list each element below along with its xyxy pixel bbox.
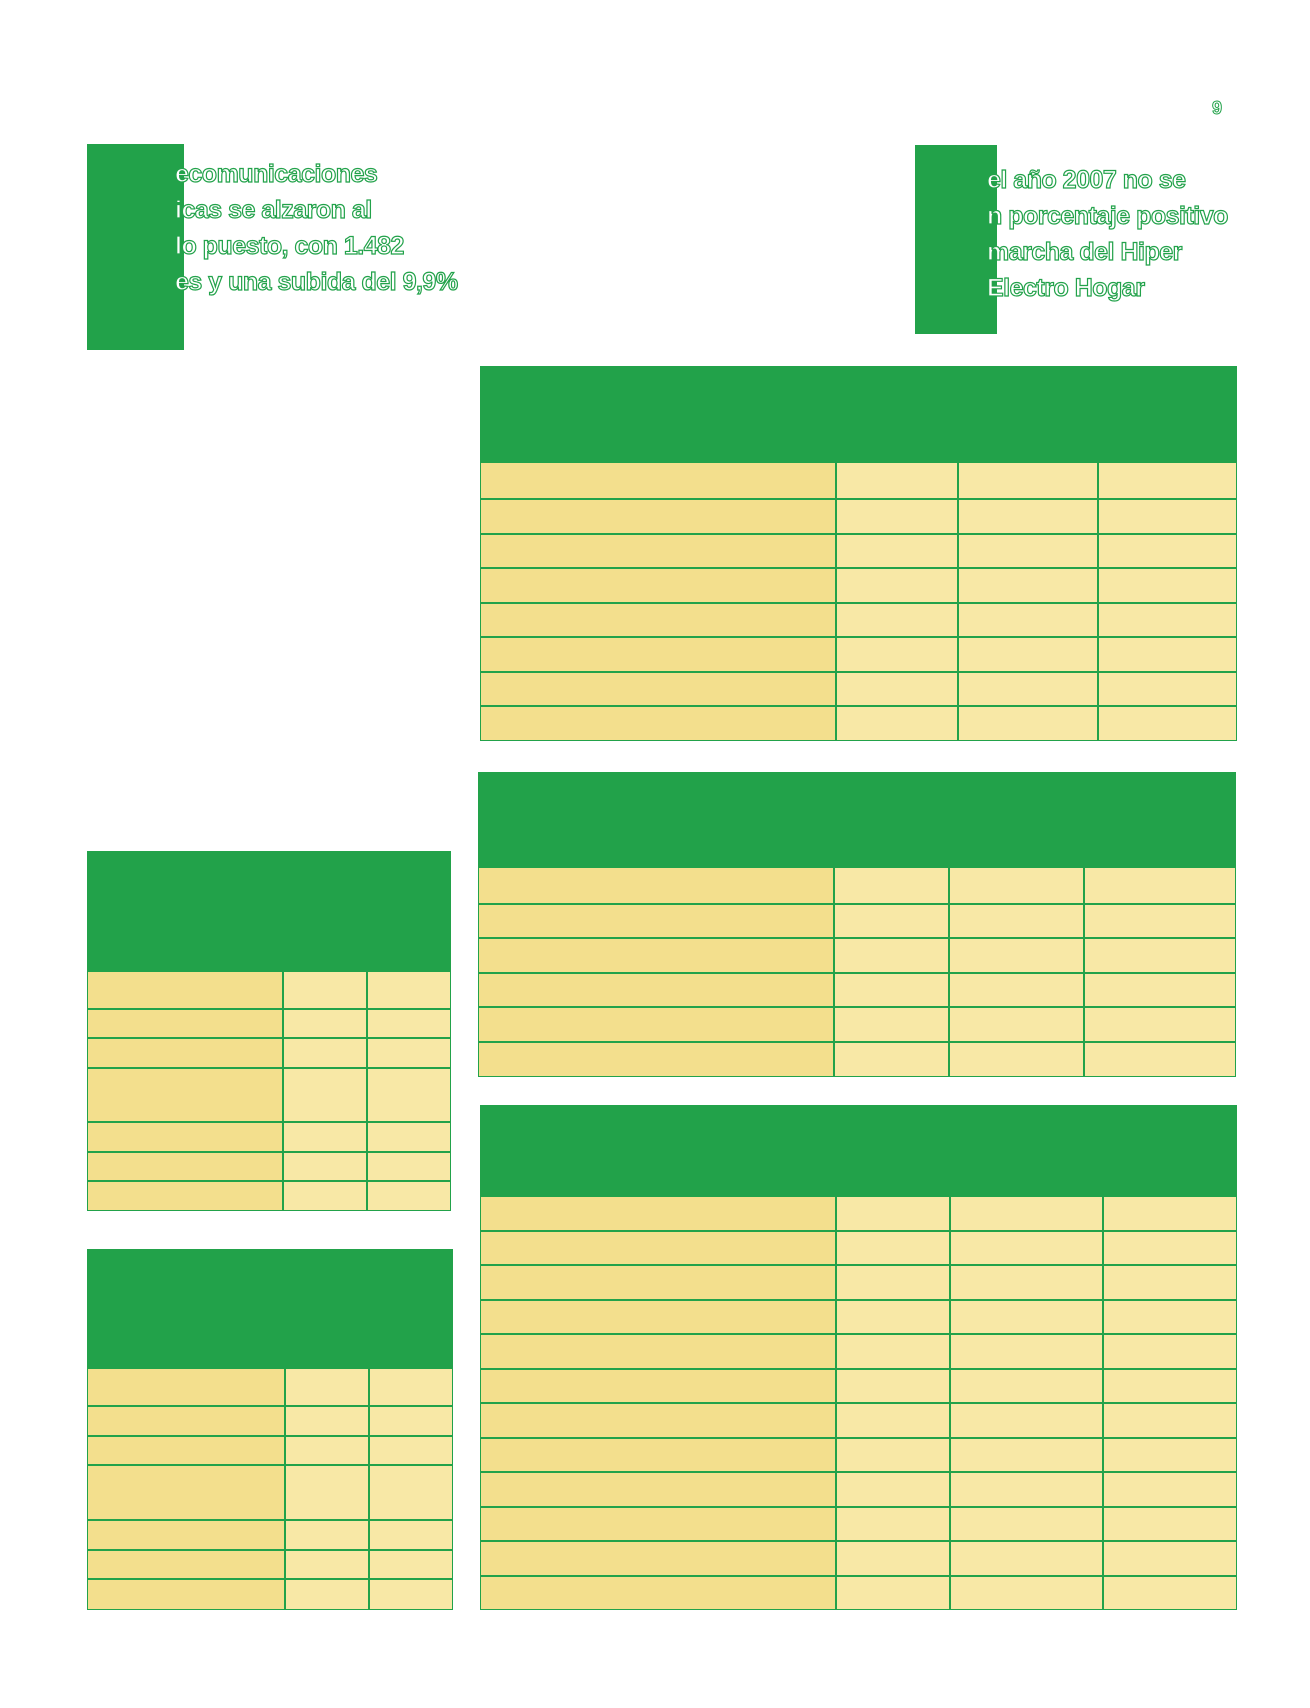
table-cell: [87, 971, 283, 1009]
table-cell: [87, 1436, 285, 1465]
table-cell: [480, 499, 836, 534]
table-cell: [480, 534, 836, 568]
table-cell: [834, 904, 949, 938]
table-row: [87, 1038, 451, 1068]
table-cell: [87, 1550, 285, 1579]
data-table: [478, 772, 1236, 1077]
table-cell: [836, 1369, 950, 1403]
table-cell: [1103, 1472, 1237, 1507]
table-row: [480, 534, 1237, 568]
data-table: [480, 1105, 1237, 1610]
table-cell: [480, 706, 836, 741]
table-cell: [480, 1472, 836, 1507]
table-cell: [367, 971, 451, 1009]
table-row: [480, 1403, 1237, 1438]
table-cell: [950, 1334, 1103, 1369]
table-cell: [836, 499, 958, 534]
table-row: [87, 1520, 453, 1550]
table-cell: [836, 672, 958, 706]
table-row: [480, 1231, 1237, 1265]
table-cell: [958, 706, 1098, 741]
table-row: [478, 1042, 1236, 1077]
table-cell: [950, 1403, 1103, 1438]
table-cell: [1103, 1541, 1237, 1576]
table-cell: [1103, 1196, 1237, 1231]
quote-line: lo puesto, con 1.482: [175, 232, 404, 260]
table-cell: [283, 1181, 367, 1211]
pull-quote-left: [87, 144, 458, 350]
table-cell: [87, 1181, 283, 1211]
table-cell: [480, 672, 836, 706]
table-cell: [369, 1465, 453, 1520]
table-row: [87, 1181, 451, 1211]
table-cell: [87, 1038, 283, 1068]
table-cell: [1103, 1369, 1237, 1403]
table-cell: [1098, 534, 1237, 568]
table-cell: [950, 1300, 1103, 1334]
data-table: [87, 851, 451, 1211]
table-cell: [836, 462, 958, 499]
table-cell: [1098, 637, 1237, 672]
table-cell: [1103, 1507, 1237, 1541]
table-cell: [283, 1038, 367, 1068]
table-cell: [480, 1541, 836, 1576]
table-cell: [480, 1265, 836, 1300]
table-cell: [283, 971, 367, 1009]
table-cell: [836, 1576, 950, 1610]
table-cell: [836, 568, 958, 603]
table-cell: [949, 1007, 1084, 1042]
table-row: [480, 1472, 1237, 1507]
table-header: [478, 772, 1236, 867]
table-cell: [950, 1507, 1103, 1541]
table-cell: [480, 1369, 836, 1403]
table-cell: [950, 1472, 1103, 1507]
table-cell: [1103, 1438, 1237, 1472]
table-cell: [478, 867, 834, 904]
quote-line: Electro Hogar: [987, 274, 1145, 302]
table-cell: [1084, 904, 1236, 938]
table-cell: [367, 1181, 451, 1211]
quote-line: es y una subida del 9,9%: [175, 268, 458, 296]
table-cell: [950, 1265, 1103, 1300]
table-cell: [367, 1152, 451, 1181]
table-cell: [958, 672, 1098, 706]
table-row: [480, 1576, 1237, 1610]
quote-line: ecomunicaciones: [175, 160, 378, 188]
table-cell: [949, 938, 1084, 973]
table-row: [87, 1068, 451, 1122]
table-cell: [87, 1009, 283, 1038]
table-cell: [480, 1507, 836, 1541]
table-cell: [87, 1579, 285, 1610]
table-row: [480, 1334, 1237, 1369]
table-cell: [1098, 603, 1237, 637]
table-cell: [480, 1231, 836, 1265]
table-cell: [836, 1334, 950, 1369]
table-row: [478, 973, 1236, 1007]
table-cell: [285, 1436, 369, 1465]
table-cell: [478, 938, 834, 973]
table-cell: [949, 904, 1084, 938]
table-cell: [369, 1579, 453, 1610]
table-cell: [1084, 973, 1236, 1007]
table-cell: [1098, 499, 1237, 534]
table-cell: [285, 1579, 369, 1610]
table-cell: [950, 1369, 1103, 1403]
table-cell: [949, 973, 1084, 1007]
table-cell: [480, 603, 836, 637]
table-row: [87, 1152, 451, 1181]
table-cell: [1098, 462, 1237, 499]
table-cell: [1103, 1265, 1237, 1300]
table-cell: [836, 1196, 950, 1231]
table-cell: [285, 1520, 369, 1550]
table-cell: [369, 1406, 453, 1436]
quote-line: n porcentaje positivo: [987, 202, 1228, 230]
table-cell: [285, 1406, 369, 1436]
table-cell: [367, 1009, 451, 1038]
table-cell: [478, 1007, 834, 1042]
table-cell: [834, 867, 949, 904]
table-row: [87, 1579, 453, 1610]
table-cell: [283, 1152, 367, 1181]
table-cell: [836, 1472, 950, 1507]
table-cell: [958, 499, 1098, 534]
table-cell: [480, 1576, 836, 1610]
table-row: [480, 1265, 1237, 1300]
table-cell: [480, 637, 836, 672]
pull-quote-text: [987, 162, 1228, 306]
table-row: [480, 672, 1237, 706]
table-cell: [87, 1406, 285, 1436]
table-row: [480, 603, 1237, 637]
table-row: [87, 1009, 451, 1038]
table-cell: [480, 568, 836, 603]
pull-quote-right: [915, 145, 1228, 334]
table-cell: [1103, 1300, 1237, 1334]
table-cell: [283, 1009, 367, 1038]
table-cell: [836, 1231, 950, 1265]
table-cell: [949, 867, 1084, 904]
table-cell: [367, 1038, 451, 1068]
table-cell: [1098, 672, 1237, 706]
table-cell: [950, 1576, 1103, 1610]
table-cell: [1103, 1403, 1237, 1438]
table-cell: [836, 534, 958, 568]
table-row: [87, 1122, 451, 1152]
table-cell: [283, 1122, 367, 1152]
table-cell: [958, 603, 1098, 637]
table-row: [480, 706, 1237, 741]
table-row: [480, 1541, 1237, 1576]
quote-line: marcha del Hiper: [987, 238, 1182, 266]
table-cell: [958, 568, 1098, 603]
table-cell: [1084, 1042, 1236, 1077]
table-cell: [836, 706, 958, 741]
table-row: [480, 1369, 1237, 1403]
table-row: [480, 1300, 1237, 1334]
table-header: [480, 1105, 1237, 1196]
table-cell: [958, 534, 1098, 568]
table-row: [480, 1438, 1237, 1472]
table-cell: [958, 462, 1098, 499]
table-cell: [285, 1368, 369, 1406]
table-cell: [836, 1403, 950, 1438]
table-cell: [1103, 1231, 1237, 1265]
table-cell: [369, 1368, 453, 1406]
table-cell: [834, 938, 949, 973]
table-row: [87, 1406, 453, 1436]
table-cell: [87, 1465, 285, 1520]
table-cell: [1103, 1576, 1237, 1610]
table-cell: [87, 1122, 283, 1152]
quote-line: el año 2007 no se: [987, 166, 1186, 194]
table-cell: [480, 1403, 836, 1438]
table-cell: [834, 1042, 949, 1077]
quote-accent-bar: [87, 144, 184, 350]
table-row: [87, 1465, 453, 1520]
data-table: [480, 366, 1237, 741]
table-cell: [1098, 706, 1237, 741]
table-cell: [1084, 1007, 1236, 1042]
table-cell: [1084, 867, 1236, 904]
table-row: [87, 1436, 453, 1465]
table-cell: [285, 1465, 369, 1520]
table-cell: [369, 1436, 453, 1465]
table-cell: [478, 904, 834, 938]
table-cell: [836, 637, 958, 672]
quote-line: icas se alzaron al: [175, 196, 372, 224]
data-table: [87, 1249, 453, 1610]
table-cell: [87, 1068, 283, 1122]
table-cell: [478, 973, 834, 1007]
table-cell: [836, 1265, 950, 1300]
table-cell: [480, 1334, 836, 1369]
table-cell: [478, 1042, 834, 1077]
table-row: [478, 1007, 1236, 1042]
table-row: [480, 462, 1237, 499]
table-cell: [1098, 568, 1237, 603]
table-header: [87, 851, 451, 971]
table-cell: [1084, 938, 1236, 973]
table-cell: [1103, 1334, 1237, 1369]
table-cell: [369, 1550, 453, 1579]
table-row: [480, 1196, 1237, 1231]
table-cell: [285, 1550, 369, 1579]
table-cell: [836, 1507, 950, 1541]
table-cell: [87, 1520, 285, 1550]
table-row: [480, 637, 1237, 672]
pull-quote-text: [175, 156, 458, 300]
table-cell: [949, 1042, 1084, 1077]
table-cell: [367, 1122, 451, 1152]
table-cell: [480, 1300, 836, 1334]
table-header: [480, 366, 1237, 462]
table-cell: [836, 1438, 950, 1472]
table-cell: [367, 1068, 451, 1122]
table-row: [87, 1550, 453, 1579]
table-row: [87, 1368, 453, 1406]
table-row: [478, 867, 1236, 904]
table-cell: [950, 1541, 1103, 1576]
table-cell: [836, 603, 958, 637]
table-cell: [480, 462, 836, 499]
table-row: [480, 499, 1237, 534]
table-cell: [950, 1196, 1103, 1231]
page-number: 9: [1212, 98, 1223, 118]
table-cell: [950, 1231, 1103, 1265]
table-cell: [950, 1438, 1103, 1472]
table-cell: [480, 1196, 836, 1231]
table-cell: [87, 1152, 283, 1181]
table-header: [87, 1249, 453, 1368]
table-cell: [836, 1300, 950, 1334]
table-cell: [87, 1368, 285, 1406]
table-cell: [836, 1541, 950, 1576]
table-cell: [283, 1068, 367, 1122]
table-cell: [834, 1007, 949, 1042]
quote-accent-bar: [915, 145, 997, 334]
table-row: [480, 1507, 1237, 1541]
table-cell: [958, 637, 1098, 672]
table-row: [478, 938, 1236, 973]
table-row: [87, 971, 451, 1009]
table-row: [478, 904, 1236, 938]
table-cell: [369, 1520, 453, 1550]
table-row: [480, 568, 1237, 603]
table-cell: [480, 1438, 836, 1472]
table-cell: [834, 973, 949, 1007]
